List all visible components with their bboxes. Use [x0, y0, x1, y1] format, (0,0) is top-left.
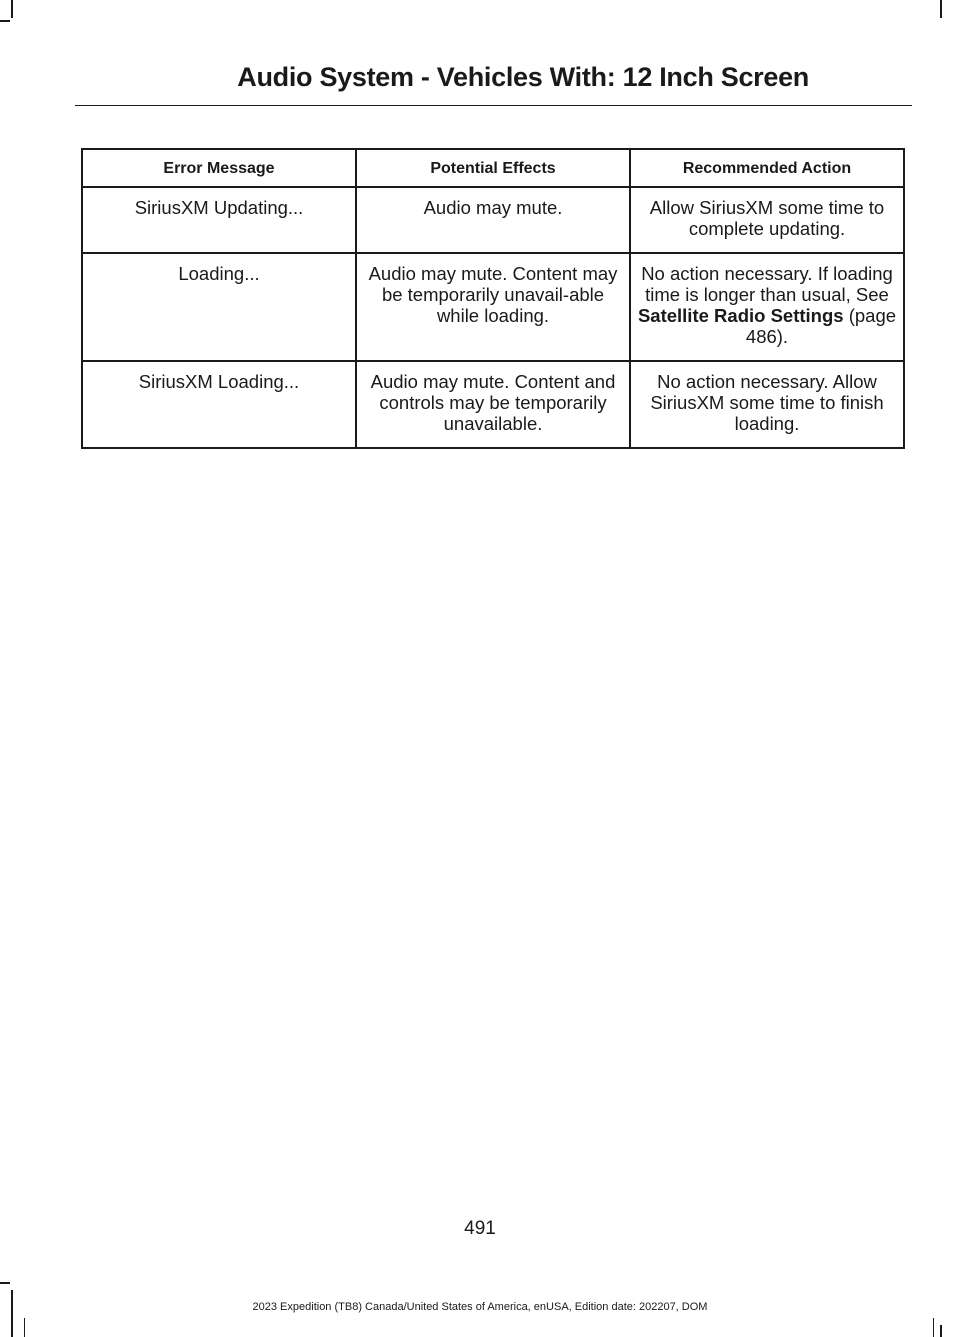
- crop-mark-bottom-right: [940, 1325, 942, 1337]
- edition-footer: 2023 Expedition (TB8) Canada/United States of America, enUSA, Edition date: 202207, DOM: [252, 1301, 708, 1313]
- crop-mark-top-left-h: [0, 20, 10, 22]
- potential-effect-cell: Audio may mute. Content may be temporarily unavail-able while loading.: [356, 253, 630, 361]
- recommended-action-cell: Allow SiriusXM some time to complete updating.: [630, 187, 904, 253]
- recommended-action-cell: No action necessary. Allow SiriusXM some time to finish loading.: [630, 361, 904, 448]
- crop-mark-bottom-left: [11, 1290, 13, 1337]
- crop-mark-mid-right: [933, 1318, 934, 1337]
- page-title: Audio System - Vehicles With: 12 Inch Screen: [237, 62, 809, 92]
- satellite-radio-settings-link[interactable]: Satellite Radio Settings: [637, 305, 844, 326]
- column-header-potential-effects: Potential Effects: [356, 149, 630, 187]
- error-message-cell: SiriusXM Updating...: [82, 187, 356, 253]
- crop-mark-top-right: [940, 0, 942, 18]
- table-row: [82, 361, 904, 448]
- table-row: [82, 187, 904, 253]
- table-header-row: [82, 149, 904, 187]
- table-row: [82, 253, 904, 361]
- potential-effect-cell: Audio may mute. Content and controls may be temporarily unavailable.: [356, 361, 630, 448]
- error-message-table: [81, 148, 905, 449]
- column-header-recommended-action: Recommended Action: [630, 149, 904, 187]
- crop-mark-bottom-left-h: [0, 1282, 10, 1284]
- error-message-cell: SiriusXM Loading...: [82, 361, 356, 448]
- crop-mark-mid-left: [24, 1318, 25, 1337]
- column-header-error-message: Error Message: [82, 149, 356, 187]
- page-reference: (page 486).: [745, 305, 897, 347]
- title-divider: [75, 105, 912, 106]
- recommended-action-cell: [630, 253, 904, 361]
- action-text: No action necessary. If loading time is longer than usual, See: [641, 263, 893, 305]
- page-number: 491: [464, 1218, 496, 1239]
- error-message-cell: Loading...: [82, 253, 356, 361]
- crop-mark-top-left: [11, 0, 13, 18]
- potential-effect-cell: Audio may mute.: [356, 187, 630, 253]
